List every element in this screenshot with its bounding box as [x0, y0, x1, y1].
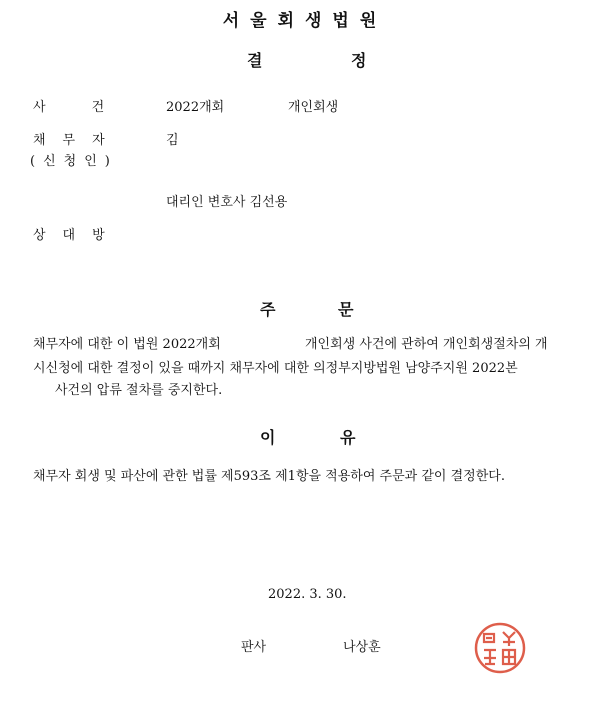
- order-line-3: 사건의 압류 절차를 중지한다.: [55, 383, 223, 398]
- reason-heading-right: 유: [340, 428, 356, 447]
- order-line-1a: 채무자에 대한 이 법원 2022개회: [33, 337, 221, 352]
- reason-text: 채무자 회생 및 파산에 관한 법률 제593조 제1항을 적용하여 주문과 같이 결정한다.: [33, 469, 505, 484]
- case-label: 사 건: [33, 100, 105, 115]
- debtor-sublabel: (신청인): [30, 154, 118, 169]
- official-seal-icon: [472, 620, 528, 676]
- decision-date: 2022. 3. 30.: [268, 587, 347, 602]
- reason-heading-left: 이: [260, 428, 276, 447]
- document-title-left: 결: [247, 51, 263, 70]
- document-title-right: 정: [351, 51, 367, 70]
- order-heading-left: 주: [260, 300, 276, 319]
- order-heading-right: 문: [338, 300, 354, 319]
- agent-name: 대리인 변호사 김선용: [166, 195, 288, 210]
- order-line-2: 시신청에 대한 결정이 있을 때까지 채무자에 대한 의정부지방법원 남양주지원 2022본: [33, 361, 518, 376]
- debtor-label: 채무자: [33, 133, 122, 148]
- opponent-label: 상대방: [33, 228, 122, 243]
- court-name: 서울회생법원: [222, 11, 388, 31]
- case-type: 개인회생: [288, 100, 339, 115]
- case-number: 2022개회: [166, 100, 225, 115]
- order-line-1b: 개인회생 사건에 관하여 개인회생절차의 개: [305, 337, 548, 352]
- debtor-name: 김: [166, 133, 179, 148]
- judge-title: 판사: [241, 640, 267, 655]
- judge-name: 나상훈: [343, 640, 381, 655]
